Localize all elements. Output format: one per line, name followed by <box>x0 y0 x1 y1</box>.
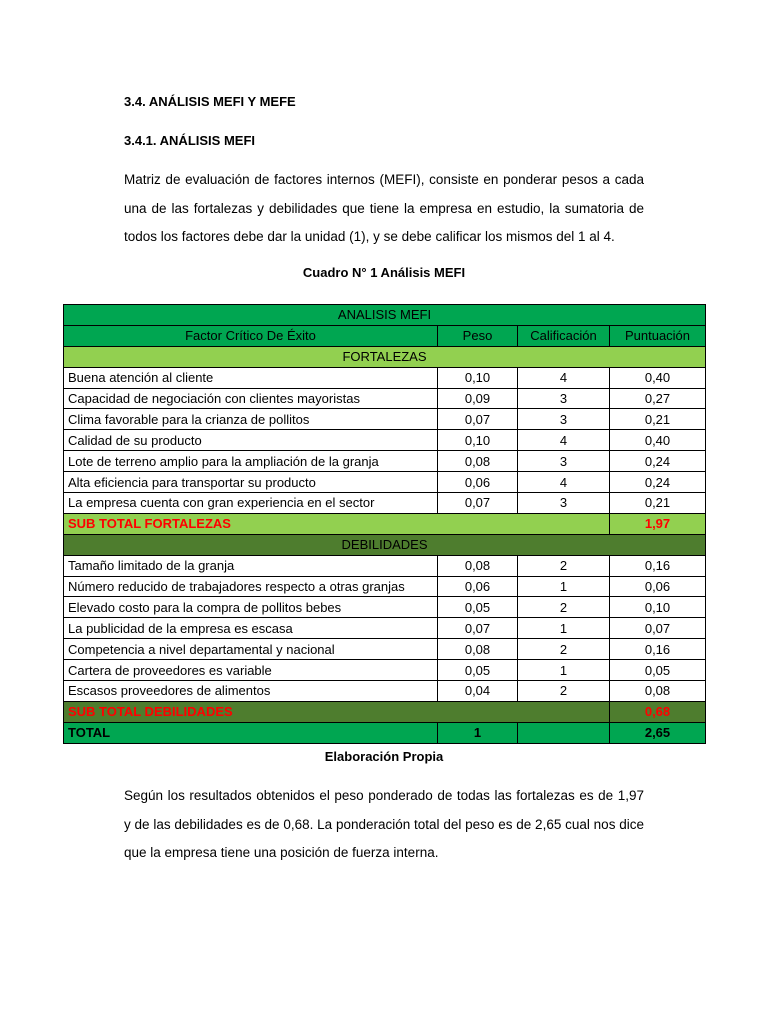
weakness-peso: 0,08 <box>438 639 518 660</box>
strength-factor: Calidad de su producto <box>64 430 438 451</box>
intro-paragraph: Matriz de evaluación de factores internos (MEFI), consiste en ponderar pesos a cada una de las fortalezas y debilidades que tiene la empresa en estudio, la sumatoria de todos los factores debe dar la unidad (1), y se debe calificar los mismos del 1 al 4. <box>124 172 644 244</box>
strength-row <box>64 367 706 388</box>
total-value: 2,65 <box>610 722 706 743</box>
col-peso-header: Peso <box>438 325 518 346</box>
strength-peso: 0,08 <box>438 451 518 472</box>
strengths-label: FORTALEZAS <box>64 346 706 367</box>
strength-puntuacion: 0,27 <box>610 388 706 409</box>
weakness-row <box>64 555 706 576</box>
total-label: TOTAL <box>64 722 438 743</box>
strength-row <box>64 493 706 514</box>
strength-factor: La empresa cuenta con gran experiencia en el sector <box>64 493 438 514</box>
weakness-puntuacion: 0,16 <box>610 555 706 576</box>
weakness-row <box>64 681 706 702</box>
weakness-calificacion: 1 <box>518 576 610 597</box>
subtotal-weaknesses-row <box>64 701 706 722</box>
weakness-factor: Elevado costo para la compra de pollitos bebes <box>64 597 438 618</box>
strength-row <box>64 430 706 451</box>
col-calificacion-header: Calificación <box>518 325 610 346</box>
strength-calificacion: 4 <box>518 430 610 451</box>
weakness-calificacion: 2 <box>518 639 610 660</box>
col-factor-header: Factor Crítico De Éxito <box>64 325 438 346</box>
strength-puntuacion: 0,21 <box>610 409 706 430</box>
strength-puntuacion: 0,24 <box>610 451 706 472</box>
weakness-peso: 0,08 <box>438 555 518 576</box>
weakness-factor: Escasos proveedores de alimentos <box>64 681 438 702</box>
weakness-factor: Número reducido de trabajadores respecto a otras granjas <box>64 576 438 597</box>
strength-peso: 0,06 <box>438 472 518 493</box>
weakness-puntuacion: 0,16 <box>610 639 706 660</box>
table-header-row <box>64 325 706 346</box>
total-empty-cell <box>518 722 610 743</box>
weakness-peso: 0,06 <box>438 576 518 597</box>
weakness-row <box>64 639 706 660</box>
strength-puntuacion: 0,24 <box>610 472 706 493</box>
strength-peso: 0,07 <box>438 409 518 430</box>
strength-factor: Alta eficiencia para transportar su producto <box>64 472 438 493</box>
weakness-row <box>64 618 706 639</box>
weakness-factor: Competencia a nivel departamental y nacional <box>64 639 438 660</box>
total-peso: 1 <box>438 722 518 743</box>
table-title: ANALISIS MEFI <box>64 305 706 326</box>
weakness-calificacion: 1 <box>518 618 610 639</box>
weakness-calificacion: 1 <box>518 660 610 681</box>
weakness-peso: 0,04 <box>438 681 518 702</box>
section-heading: 3.4. ANÁLISIS MEFI Y MEFE <box>124 94 296 109</box>
weakness-factor: Tamaño limitado de la granja <box>64 555 438 576</box>
strength-puntuacion: 0,40 <box>610 430 706 451</box>
weakness-peso: 0,05 <box>438 597 518 618</box>
col-puntuacion-header: Puntuación <box>610 325 706 346</box>
strength-calificacion: 3 <box>518 493 610 514</box>
weakness-calificacion: 2 <box>518 681 610 702</box>
subtotal-strengths-label: SUB TOTAL FORTALEZAS <box>64 513 610 534</box>
strength-peso: 0,09 <box>438 388 518 409</box>
strength-factor: Clima favorable para la crianza de pollitos <box>64 409 438 430</box>
subtotal-strengths-row <box>64 513 706 534</box>
strength-calificacion: 4 <box>518 367 610 388</box>
subsection-heading: 3.4.1. ANÁLISIS MEFI <box>124 133 255 148</box>
weakness-factor: Cartera de proveedores es variable <box>64 660 438 681</box>
weakness-puntuacion: 0,05 <box>610 660 706 681</box>
weakness-row <box>64 576 706 597</box>
strength-row <box>64 409 706 430</box>
strength-factor: Lote de terreno amplio para la ampliación de la granja <box>64 451 438 472</box>
source-caption: Elaboración Propia <box>324 749 444 764</box>
weakness-puntuacion: 0,08 <box>610 681 706 702</box>
mefi-table <box>63 304 706 744</box>
total-row <box>64 722 706 743</box>
subtotal-weaknesses-label: SUB TOTAL DEBILIDADES <box>64 701 610 722</box>
weakness-calificacion: 2 <box>518 597 610 618</box>
weakness-calificacion: 2 <box>518 555 610 576</box>
weakness-peso: 0,05 <box>438 660 518 681</box>
weakness-peso: 0,07 <box>438 618 518 639</box>
subtotal-strengths-value: 1,97 <box>610 513 706 534</box>
weakness-row <box>64 660 706 681</box>
weaknesses-label: DEBILIDADES <box>64 534 706 555</box>
weakness-puntuacion: 0,10 <box>610 597 706 618</box>
weakness-puntuacion: 0,07 <box>610 618 706 639</box>
weaknesses-section-row <box>64 534 706 555</box>
strength-calificacion: 4 <box>518 472 610 493</box>
strength-peso: 0,10 <box>438 367 518 388</box>
table-caption: Cuadro N° 1 Análisis MEFI <box>302 265 466 280</box>
strength-row <box>64 388 706 409</box>
strength-factor: Buena atención al cliente <box>64 367 438 388</box>
strength-calificacion: 3 <box>518 451 610 472</box>
strengths-section-row <box>64 346 706 367</box>
strength-calificacion: 3 <box>518 388 610 409</box>
strength-peso: 0,10 <box>438 430 518 451</box>
strength-row <box>64 472 706 493</box>
strength-puntuacion: 0,40 <box>610 367 706 388</box>
weakness-factor: La publicidad de la empresa es escasa <box>64 618 438 639</box>
strength-peso: 0,07 <box>438 493 518 514</box>
weakness-row <box>64 597 706 618</box>
strength-puntuacion: 0,21 <box>610 493 706 514</box>
subtotal-weaknesses-value: 0,68 <box>610 701 706 722</box>
weakness-puntuacion: 0,06 <box>610 576 706 597</box>
strength-row <box>64 451 706 472</box>
table-title-row <box>64 305 706 326</box>
strength-factor: Capacidad de negociación con clientes mayoristas <box>64 388 438 409</box>
strength-calificacion: 3 <box>518 409 610 430</box>
conclusion-paragraph: Según los resultados obtenidos el peso ponderado de todas las fortalezas es de 1,97 y de las debilidades es de 0,68. La ponderación total del peso es de 2,65 cual nos dice que la empresa tiene una posición de fuerza interna. <box>124 788 644 860</box>
